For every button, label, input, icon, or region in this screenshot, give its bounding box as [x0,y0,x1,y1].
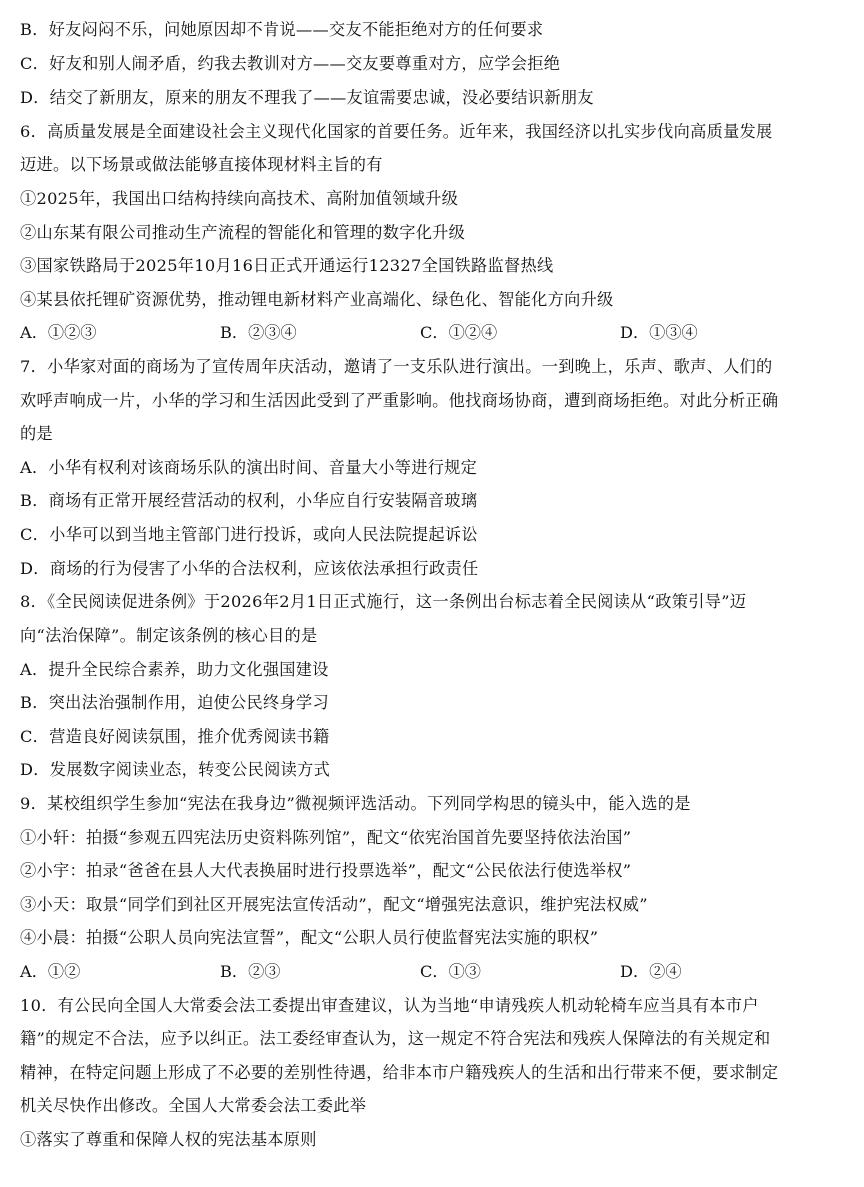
q7-option-c: C．小华可以到当地主管部门进行投诉，或向人民法院提起诉讼 [20,525,478,544]
q10-stem-line-2: 籍”的规定不合法，应予以纠正。法工委经审查认为，这一规定不符合宪法和残疾人保障法的有关规定和 [20,1029,771,1048]
q6-option-b: B．②③④ [220,323,297,342]
q6-item-1: ①2025年，我国出口结构持续向高技术、高附加值领域升级 [20,189,459,208]
q7-stem-line-2: 欢呼声响成一片，小华的学习和生活因此受到了严重影响。他找商场协商，遭到商场拒绝。对此分析正确 [20,391,779,410]
q9-item-3: ③小天：取景“同学们到社区开展宪法宣传活动”，配文“增强宪法意识，维护宪法权威” [20,895,648,914]
q9-item-4: ④小晨：拍摄“公职人员向宪法宣誓”，配文“公职人员行使监督宪法实施的职权” [20,928,599,947]
q7-stem-line-3: 的是 [20,424,53,443]
q10-stem-line-4: 机关尽快作出修改。全国人大常委会法工委此举 [20,1096,367,1115]
q9-item-2: ②小宇：拍录“爸爸在县人大代表换届时进行投票选举”，配文“公民依法行使选举权” [20,861,632,880]
q6-option-a: A．①②③ [20,323,97,342]
q6-option-c: C．①②④ [420,323,498,342]
q8-option-b: B．突出法治强制作用，迫使公民终身学习 [20,693,329,712]
q6-option-d: D．①③④ [620,323,698,342]
q7-option-a: A．小华有权利对该商场乐队的演出时间、音量大小等进行规定 [20,458,478,477]
q6-item-2: ②山东某有限公司推动生产流程的智能化和管理的数字化升级 [20,223,466,242]
q8-option-a: A．提升全民综合素养，助力文化强国建设 [20,660,329,679]
q7-stem-line-1: 7．小华家对面的商场为了宣传周年庆活动，邀请了一支乐队进行演出。一到晚上，乐声、歌声、人们的 [20,357,773,376]
q9-option-d: D．②④ [620,962,682,981]
q9-item-1: ①小轩：拍摄“参观五四宪法历史资料陈列馆”，配文“依宪治国首先要坚持依法治国” [20,828,632,847]
q5-option-b: B．好友闷闷不乐，问她原因却不肯说——交友不能拒绝对方的任何要求 [20,20,544,39]
q8-stem-line-1: 8．《全民阅读促进条例》于2026年2月1日正式施行，这一条例出台标志着全民阅读从“政策引导”迈 [20,592,747,611]
q9-option-b: B．②③ [220,962,281,981]
q8-option-c: C．营造良好阅读氛围，推介优秀阅读书籍 [20,727,330,746]
q8-option-d: D．发展数字阅读业态，转变公民阅读方式 [20,760,331,779]
q6-item-3: ③国家铁路局于2025年10月16日正式开通运行12327全国铁路监督热线 [20,256,554,275]
q6-stem-line-1: 6．高质量发展是全面建设社会主义现代化国家的首要任务。近年来，我国经济以扎实步伐向高质量发展 [20,122,773,141]
q8-stem-line-2: 向“法治保障”。制定该条例的核心目的是 [20,626,318,645]
q6-item-4: ④某县依托锂矿资源优势，推动锂电新材料产业高端化、绿色化、智能化方向升级 [20,290,614,309]
q9-stem: 9．某校组织学生参加“宪法在我身边”微视频评选活动。下列同学构思的镜头中，能入选的是 [20,794,691,813]
q10-stem-line-1: 10．有公民向全国人大常委会法工委提出审查建议，认为当地“申请残疾人机动轮椅车应当具有本市户 [20,996,759,1015]
q5-option-c: C．好友和别人闹矛盾，约我去教训对方——交友要尊重对方，应学会拒绝 [20,54,561,73]
q7-option-d: D．商场的行为侵害了小华的合法权利，应该依法承担行政责任 [20,559,479,578]
q7-option-b: B．商场有正常开展经营活动的权利，小华应自行安装隔音玻璃 [20,491,478,510]
q9-option-c: C．①③ [420,962,481,981]
q9-option-a: A．①② [20,962,81,981]
q5-option-d: D．结交了新朋友，原来的朋友不理我了——友谊需要忠诚，没必要结识新朋友 [20,88,594,107]
q6-stem-line-2: 迈进。以下场景或做法能够直接体现材料主旨的有 [20,155,383,174]
q10-stem-line-3: 精神，在特定问题上形成了不必要的差别性待遇，给非本市户籍残疾人的生活和出行带来不便，要求制定 [20,1063,779,1082]
q10-item-1: ①落实了尊重和保障人权的宪法基本原则 [20,1130,317,1149]
